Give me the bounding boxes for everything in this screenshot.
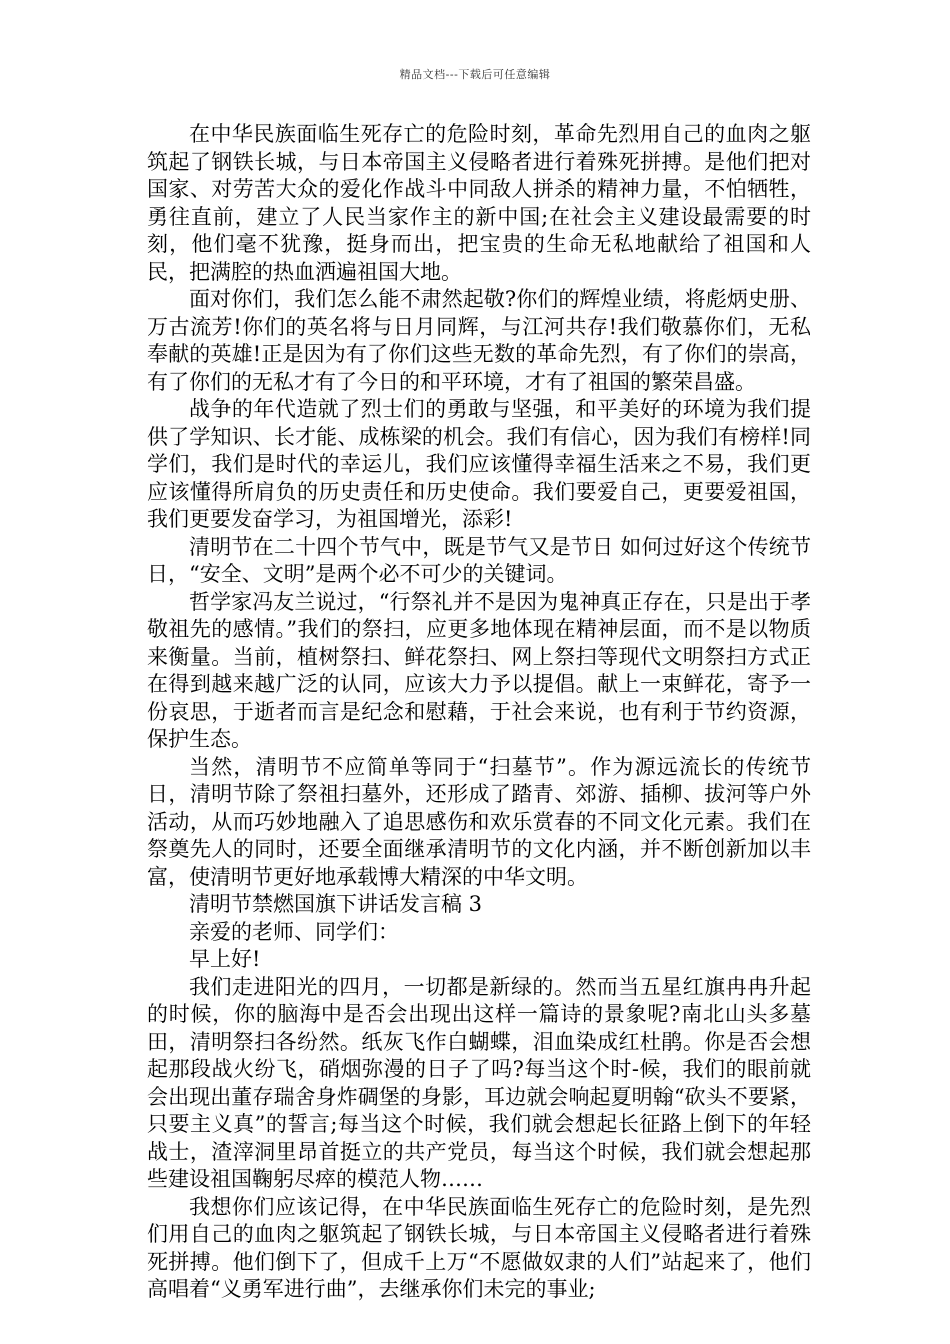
paragraph-april: 我们走进阳光的四月，一切都是新绿的。然而当五星红旗冉冉升起的时候，你的脑海中是否会出现出这样一篇诗的景象呢?南北山头多墓田，清明祭扫各纷然。纸灰飞作白蝴蝶，泪血染成红杜鹃。你是否会想起那段战火纷飞，硝烟弥漫的日子了吗?每当这个时-候，我们的眼前就会出现出董存瑞舍身炸碉堡的身影，耳边就会响起夏明翰“砍头不要紧，只要主义真”的誓言;每当这个时候，我们就会想起长征路上倒下的年轻战士，渣滓洞里昂首挺立的共产党员，每当这个时候，我们就会想起那些建设祖国鞠躬尽瘁的模范人物…… bbox=[147, 974, 811, 1191]
paragraph-peace-era: 战争的年代造就了烈士们的勇敢与坚强，和平美好的环境为我们提供了学知识、长才能、成栋梁的机会。我们有信心，因为我们有榜样!同学们，我们是时代的幸运儿，我们应该懂得幸福生活来之不易，我们更应该懂得所肩负的历史责任和历史使命。我们要爱自己，更要爱祖国，我们更要发奋学习，为祖国增光，添彩! bbox=[147, 397, 811, 531]
paragraph-festival-culture: 当然，清明节不应简单等同于“扫墓节”。作为源远流长的传统节日，清明节除了祭祖扫墓外，还形成了踏青、郊游、插柳、拔河等户外活动，从而巧妙地融入了追思感伤和欢乐赏春的不同文化元素。我们在祭奠先人的同时，还要全面继承清明节的文化内涵，并不断创新加以丰富，使清明节更好地承载博大精深的中华文明。 bbox=[147, 754, 811, 889]
document-body bbox=[147, 121, 811, 1304]
paragraph-martyrs-sacrifice: 在中华民族面临生死存亡的危险时刻，革命先烈用自己的血肉之躯筑起了钢铁长城，与日本帝国主义侵略者进行着殊死拼搏。是他们把对国家、对劳苦大众的爱化作战斗中同敌人拼杀的精神力量，不怕牺牲，勇往直前，建立了人民当家作主的新中国;在社会主义建设最需要的时刻，他们毫不犹豫，挺身而出，把宝贵的生命无私地献给了祖国和人民，把满腔的热血洒遍祖国大地。 bbox=[147, 122, 811, 284]
speech-greeting: 早上好! bbox=[189, 947, 261, 971]
speech-title: 清明节禁燃国旗下讲话发言稿 3 bbox=[189, 892, 483, 916]
paragraph-remember: 我想你们应该记得，在中华民族面临生死存亡的危险时刻，是先烈们用自己的血肉之躯筑起了钢铁长城，与日本帝国主义侵略者进行着殊死拼搏。他们倒下了，但成千上万“不愿做奴隶的人们”站起来了，他们高唱着“义勇军进行曲”，去继承你们未完的事业; bbox=[147, 1194, 811, 1301]
paragraph-qingming-keywords: 清明节在二十四个节气中，既是节气又是节日 如何过好这个传统节日，“安全、文明”是两个必不可少的关键词。 bbox=[147, 534, 811, 586]
paragraph-respect: 面对你们，我们怎么能不肃然起敬?你们的辉煌业绩，将彪炳史册、万古流芳!你们的英名将与日月同辉，与江河共存!我们敬慕你们，无私奉献的英雄!正是因为有了你们这些无数的革命先烈，有了你们的崇高，有了你们的无私才有了今日的和平环境，才有了祖国的繁荣昌盛。 bbox=[147, 287, 811, 394]
paragraph-feng-youlan: 哲学家冯友兰说过，“行祭礼并不是因为鬼神真正存在，只是出于孝敬祖先的感情。”我们的祭扫，应更多地体现在精神层面，而不是以物质来衡量。当前，植树祭扫、鲜花祭扫、网上祭扫等现代文明祭扫方式正在得到越来越广泛的认同，应该大力予以提倡。献上一束鲜花，寄予一份哀思，于逝者而言是纪念和慰藉，于社会来说，也有利于节约资源，保护生态。 bbox=[147, 589, 811, 751]
speech-salutation: 亲爱的老师、同学们： bbox=[189, 919, 399, 944]
page-header: 精品文档---下载后可任意编辑 bbox=[399, 68, 551, 81]
